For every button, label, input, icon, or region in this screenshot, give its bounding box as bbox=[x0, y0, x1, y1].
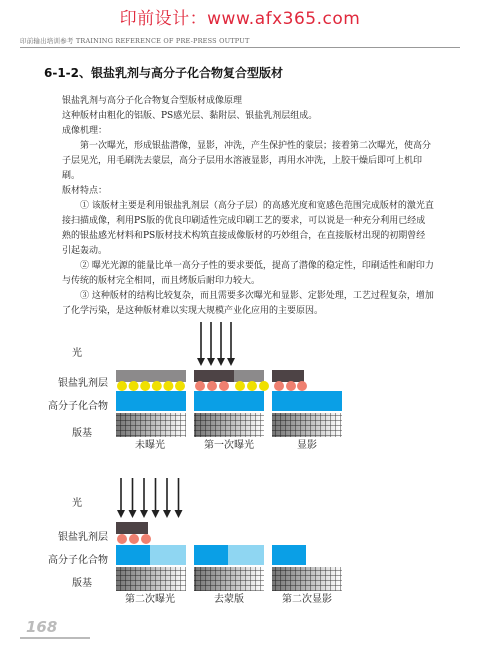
caption-first-exposure: 第一次曝光 bbox=[204, 440, 254, 451]
page-header: 印前输出培训参考 TRAINING REFERENCE OF PRE-PRESS OUTPUT bbox=[20, 37, 250, 45]
section-title: 6-1-2、银盐乳剂与高分子化合物复合型版材 bbox=[44, 66, 284, 80]
light-arrow-head bbox=[140, 510, 148, 518]
footer-divider bbox=[20, 637, 90, 639]
stack-unexposed bbox=[116, 370, 186, 437]
caption-second-exposure: 第二次曝光 bbox=[125, 594, 175, 605]
label-base-1: 版基 bbox=[72, 428, 92, 439]
caption-remove-mask: 去蒙版 bbox=[214, 594, 244, 605]
stack-first-exposure bbox=[194, 322, 269, 437]
light-arrow-head bbox=[163, 510, 171, 518]
features-title: 版材特点： bbox=[62, 186, 108, 196]
label-polymer-2: 高分子化合物 bbox=[48, 555, 108, 566]
intro-line: 这种版材由粗化的铝版、PS感光层、黏附层、银盐乳剂层组成。 bbox=[62, 111, 318, 121]
label-polymer-1: 高分子化合物 bbox=[48, 401, 108, 412]
feature-1: ① 该版材主要是利用银盐乳剂层（高分子层）的高感光度和宽感色范围完成版材的激光直接扫描成像，利用PS版的优良印刷适性完成印刷工艺的要求，可以说是一种充分利用已经成熟的银盐感光材料和PS版材技术构筑直接成像版材的巧妙组合，在直接版材出现的初期曾经引起轰动。 bbox=[62, 201, 434, 256]
stack-second-develop bbox=[272, 545, 342, 591]
mechanism-text: 第一次曝光，形成银盐潜像，显影，冲洗，产生保护性的蒙层；接着第二次曝光，使高分子层见光，用毛刷洗去蒙层，高分子层用水溶液显影，再用水冲洗，上胶干燥后即可上机印刷。 bbox=[62, 141, 432, 181]
light-arrow-head bbox=[152, 510, 160, 518]
light-arrows-1 bbox=[197, 322, 235, 366]
feature-3: ③ 这种版材的结构比较复杂，而且需要多次曝光和显影、定影处理，工艺过程复杂，增加了化学污染，是这种版材难以实现大规模产业化应用的主要原因。 bbox=[62, 291, 434, 316]
label-light-2: 光 bbox=[72, 498, 82, 509]
light-arrow-head bbox=[129, 510, 137, 518]
silver-grain bbox=[129, 381, 139, 391]
caption-unexposed: 未曝光 bbox=[135, 440, 165, 451]
caption-second-develop: 第二次显影 bbox=[282, 594, 332, 605]
feature-2: ② 曝光光源的能量比单一高分子性的要求要低，提高了潜像的稳定性，印刷适性和耐印力与传统的版材完全相同，而且烤版后耐印力较大。 bbox=[62, 261, 434, 286]
intro-title: 银盐乳剂与高分子化合物复合型版材成像原理 bbox=[62, 96, 243, 106]
label-silver-layer-1: 银盐乳剂层 bbox=[58, 378, 108, 389]
page-number: 168 bbox=[26, 618, 58, 636]
stack-remove-mask bbox=[194, 545, 264, 591]
label-silver-layer-2: 银盐乳剂层 bbox=[58, 532, 108, 543]
silver-grain bbox=[175, 381, 185, 391]
light-arrow-head bbox=[117, 510, 125, 518]
watermark-text: 印前设计：www.afx365.com bbox=[119, 9, 361, 29]
silver-grain bbox=[117, 381, 127, 391]
stack-second-exposure bbox=[116, 478, 186, 591]
light-arrows-2 bbox=[117, 478, 183, 518]
label-base-2: 版基 bbox=[72, 578, 92, 589]
silver-grain bbox=[163, 381, 173, 391]
silver-grain bbox=[152, 381, 162, 391]
silver-grain bbox=[140, 381, 150, 391]
label-light-1: 光 bbox=[72, 348, 82, 359]
mechanism-title: 成像机理： bbox=[62, 126, 108, 136]
stack-develop bbox=[272, 370, 342, 437]
light-arrow-head bbox=[175, 510, 183, 518]
caption-develop: 显影 bbox=[297, 440, 317, 451]
